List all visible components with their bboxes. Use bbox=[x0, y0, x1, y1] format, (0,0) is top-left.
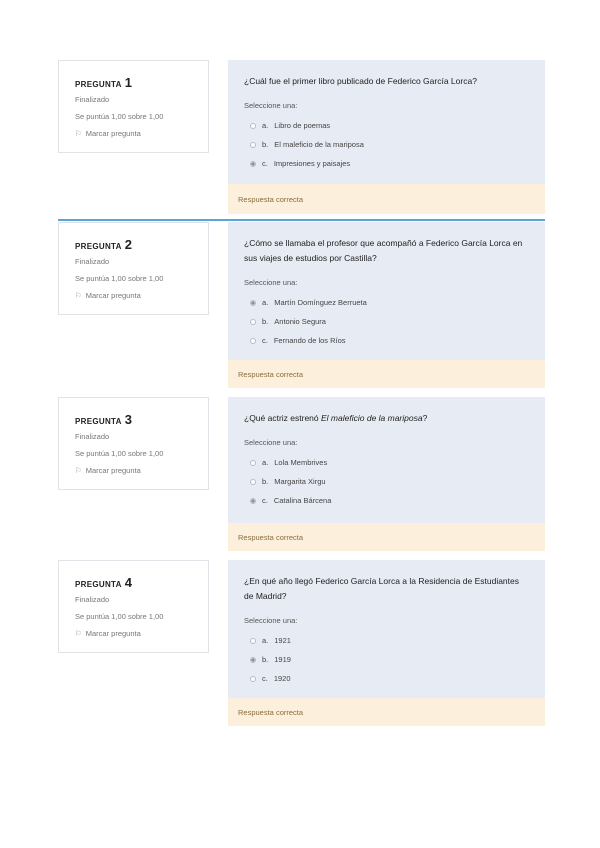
option-letter: b. bbox=[262, 477, 269, 486]
question-number: 1 bbox=[124, 75, 133, 90]
question-state: Finalizado bbox=[75, 595, 110, 604]
question-text-main: ¿En qué año llegó Federico García Lorca a la Residencia de Estudiantes de Madrid? bbox=[244, 576, 519, 601]
option-text[interactable]: Martín Domínguez Berrueta bbox=[274, 298, 367, 307]
flag-icon[interactable]: ⚐ bbox=[75, 629, 82, 638]
radio-button[interactable] bbox=[250, 479, 256, 485]
question-label: PREGUNTA bbox=[75, 580, 122, 589]
question-grade: Se puntúa 1,00 sobre 1,00 bbox=[75, 112, 164, 121]
flag-label[interactable]: Marcar pregunta bbox=[85, 291, 141, 300]
flag-label[interactable]: Marcar pregunta bbox=[85, 629, 141, 638]
feedback-correct: Respuesta correcta bbox=[228, 523, 545, 551]
question-formulation bbox=[228, 397, 545, 523]
option-letter: c. bbox=[262, 336, 268, 345]
question-number: 3 bbox=[124, 412, 133, 427]
question-text-main: ¿Qué actriz estrenó bbox=[244, 413, 322, 423]
question-info-1 bbox=[58, 60, 209, 153]
radio-button[interactable] bbox=[250, 319, 256, 325]
question-state: Finalizado bbox=[75, 257, 110, 266]
question-heading bbox=[75, 575, 192, 590]
feedback-correct: Respuesta correcta bbox=[228, 698, 545, 726]
question-text bbox=[244, 236, 529, 266]
question-info-3 bbox=[58, 397, 209, 490]
flag-label[interactable]: Marcar pregunta bbox=[85, 466, 141, 475]
question-label: PREGUNTA bbox=[75, 80, 122, 89]
option-text[interactable]: Fernando de los Ríos bbox=[273, 336, 346, 345]
question-number: 4 bbox=[124, 575, 133, 590]
answer-option[interactable] bbox=[244, 631, 529, 650]
question-info-2 bbox=[58, 222, 209, 315]
question-text-main: ¿Cuál fue el primer libro publicado de Federico García Lorca? bbox=[244, 76, 477, 86]
radio-button[interactable] bbox=[250, 460, 256, 466]
question-heading bbox=[75, 237, 192, 252]
question-content-3 bbox=[228, 397, 545, 551]
question-formulation bbox=[228, 222, 545, 360]
question-text bbox=[244, 74, 529, 89]
flag-label[interactable]: Marcar pregunta bbox=[85, 129, 141, 138]
option-letter: c. bbox=[262, 674, 268, 683]
question-state: Finalizado bbox=[75, 432, 110, 441]
answer-option[interactable] bbox=[244, 453, 529, 472]
question-info-4 bbox=[58, 560, 209, 653]
radio-button[interactable] bbox=[250, 676, 256, 682]
radio-button[interactable] bbox=[250, 142, 256, 148]
option-text[interactable]: Lola Membrives bbox=[274, 458, 328, 467]
radio-button-selected[interactable] bbox=[250, 161, 256, 167]
flag-question-link[interactable] bbox=[75, 466, 192, 475]
feedback-correct: Respuesta correcta bbox=[228, 184, 545, 214]
answer-option[interactable] bbox=[244, 135, 529, 154]
option-text[interactable]: Impresiones y paisajes bbox=[273, 159, 351, 168]
option-letter: a. bbox=[262, 121, 269, 130]
question-number: 2 bbox=[124, 237, 133, 252]
question-formulation bbox=[228, 60, 545, 184]
answer-option[interactable] bbox=[244, 154, 529, 173]
answer-option[interactable] bbox=[244, 331, 529, 350]
question-text-main: ¿Cómo se llamaba el profesor que acompañó a Federico García Lorca en sus viajes de estudios por Castilla? bbox=[244, 238, 523, 263]
question-text bbox=[244, 574, 529, 604]
option-letter: b. bbox=[262, 140, 269, 149]
option-text[interactable]: 1919 bbox=[274, 655, 291, 664]
flag-question-link[interactable] bbox=[75, 129, 192, 138]
answer-option[interactable] bbox=[244, 116, 529, 135]
radio-button[interactable] bbox=[250, 638, 256, 644]
question-label: PREGUNTA bbox=[75, 417, 122, 426]
option-letter: a. bbox=[262, 298, 269, 307]
flag-icon[interactable]: ⚐ bbox=[75, 466, 82, 475]
option-letter: a. bbox=[262, 458, 269, 467]
flag-question-link[interactable] bbox=[75, 291, 192, 300]
radio-button[interactable] bbox=[250, 338, 256, 344]
option-letter: c. bbox=[262, 496, 268, 505]
question-divider bbox=[58, 219, 545, 221]
question-text-end: ? bbox=[422, 413, 428, 423]
option-text[interactable]: El maleficio de la mariposa bbox=[274, 140, 364, 149]
option-letter: b. bbox=[262, 655, 269, 664]
flag-icon[interactable]: ⚐ bbox=[75, 291, 82, 300]
answer-prompt: Seleccione una: bbox=[244, 438, 298, 447]
answer-prompt: Seleccione una: bbox=[244, 101, 298, 110]
question-content-1 bbox=[228, 60, 545, 214]
option-text[interactable]: 1920 bbox=[273, 674, 291, 683]
question-content-2 bbox=[228, 222, 545, 388]
question-content-4 bbox=[228, 560, 545, 726]
option-text[interactable]: Libro de poemas bbox=[274, 121, 331, 130]
answer-prompt: Seleccione una: bbox=[244, 616, 298, 625]
radio-button-selected[interactable] bbox=[250, 657, 256, 663]
radio-button-selected[interactable] bbox=[250, 300, 256, 306]
question-grade: Se puntúa 1,00 sobre 1,00 bbox=[75, 449, 164, 458]
option-letter: b. bbox=[262, 317, 269, 326]
radio-button-selected[interactable] bbox=[250, 498, 256, 504]
question-text bbox=[244, 411, 529, 426]
answer-option[interactable] bbox=[244, 669, 529, 688]
answer-option[interactable] bbox=[244, 312, 529, 331]
answer-prompt: Seleccione una: bbox=[244, 278, 298, 287]
flag-icon[interactable]: ⚐ bbox=[75, 129, 82, 138]
answer-option[interactable] bbox=[244, 491, 529, 510]
question-state: Finalizado bbox=[75, 95, 110, 104]
answer-option[interactable] bbox=[244, 472, 529, 491]
question-label: PREGUNTA bbox=[75, 242, 122, 251]
answer-option[interactable] bbox=[244, 650, 529, 669]
option-text[interactable]: 1921 bbox=[274, 636, 291, 645]
flag-question-link[interactable] bbox=[75, 629, 192, 638]
option-text[interactable]: Antonio Segura bbox=[274, 317, 326, 326]
option-text[interactable]: Catalina Bárcena bbox=[273, 496, 332, 505]
question-text-italic: El maleficio de la mariposa bbox=[321, 413, 423, 423]
radio-button[interactable] bbox=[250, 123, 256, 129]
question-formulation bbox=[228, 560, 545, 698]
answer-option[interactable] bbox=[244, 293, 529, 312]
option-letter: a. bbox=[262, 636, 269, 645]
question-grade: Se puntúa 1,00 sobre 1,00 bbox=[75, 274, 164, 283]
option-text[interactable]: Margarita Xirgu bbox=[274, 477, 326, 486]
feedback-correct: Respuesta correcta bbox=[228, 360, 545, 388]
option-letter: c. bbox=[262, 159, 268, 168]
question-heading bbox=[75, 75, 192, 90]
question-grade: Se puntúa 1,00 sobre 1,00 bbox=[75, 612, 164, 621]
question-heading bbox=[75, 412, 192, 427]
